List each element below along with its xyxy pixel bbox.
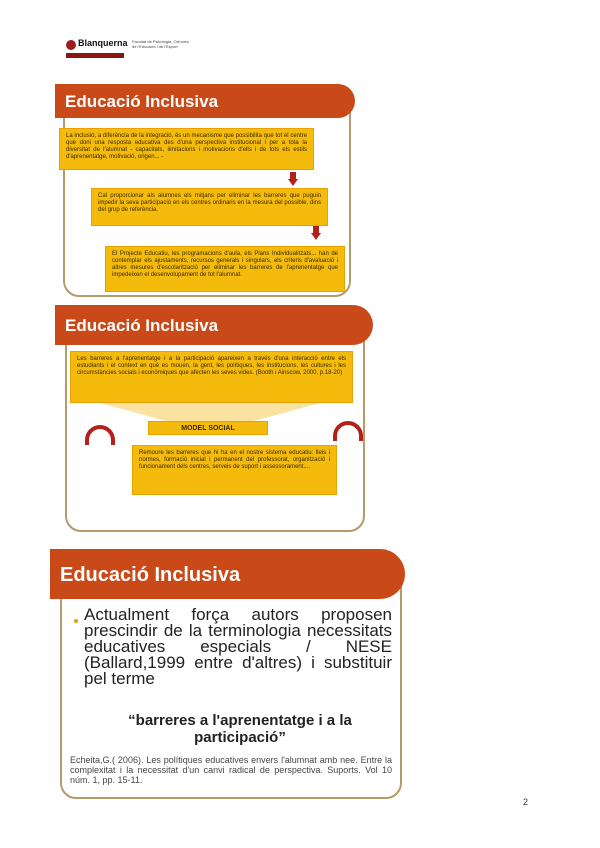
slide-3-title: Educació Inclusiva <box>60 564 241 586</box>
slide-3-title-bar <box>50 549 405 599</box>
slide-1-box-2: Cal proporcionar als alumnes els mitjans per eliminar les barreres que puguin impedir la seva participació en els centres ordinaris en la mesura del possible, dins del grup de referència. <box>91 188 328 226</box>
logo-subtitle: Facultat de Psicologia, Ciències de l'Educació i de l'Esport <box>132 39 189 49</box>
institution-logo <box>66 38 196 64</box>
page-number: 2 <box>522 797 528 807</box>
slide-1-title-bar <box>55 84 355 118</box>
slide-2-title: Educació Inclusiva <box>65 316 219 335</box>
logo-word: Blanquerna <box>78 38 128 48</box>
down-arrow-icon <box>311 226 321 240</box>
logo-mark-icon <box>66 40 76 50</box>
slide-2 <box>55 305 370 537</box>
down-arrow-icon <box>288 172 298 186</box>
slide-2-title-bar <box>55 305 373 345</box>
slide-3-reference: Echeita,G.( 2006). Les polítiques educatives envers l'alumnat amb nee. Entre la complexitat i la necessitat d'un canvi radical de perspectiva. Suports. Vol 10 núm. 1, pp. 15-11. <box>70 755 392 785</box>
logo-bar <box>66 53 124 58</box>
slide-3-quote: “barreres a l'aprenentatge i a la participació” <box>128 712 352 746</box>
slide-1-title: Educació Inclusiva <box>65 92 219 111</box>
slide-1-box-1: La inclusió, a diferència de la integració, és un mecanisme que possibilita que tot el centre que doni una resposta educativa des d'una perspectiva institucional i per a tota la diversitat de l'alumnat - capacitats, limitacions i motivacions d'ells i de tots els estils d'aprenentatge, motivació, origen... - <box>59 128 314 170</box>
bullet-dot-icon <box>74 619 78 623</box>
slide-3-bullet-text: Actualment força autors proposen prescindir de la terminologia necessitats educatives especials / NESE (Ballard,1999 entre d'altres) i substituir pel terme <box>84 605 392 688</box>
slide-1-box-3: El Projecte Educatiu, les programacions d'aula, els Plans Individualitzats... han de contemplar els ajustaments, recursos generals i singulars, els criteris d'avaluació i altres mesures d'escolarització per eliminar les barreres de l'aprenentatge que impedeixen el desenvolupament de tot l'alumnat. <box>105 246 345 292</box>
model-social-label: MODEL SOCIAL <box>148 421 268 435</box>
slide-2-box-top: Les barreres a l'aprenentatge i a la participació apareixen a través d'una interacció entre els estudiants i el context en què es mouen, la gent, les polítiques, les institucions, les cultures i les circumstàncies socials i econòmiques que afecten les seves vides. (Booth i Ainscow, 2000, p.18-20) <box>70 351 353 403</box>
slide-1 <box>55 84 355 299</box>
slide-3 <box>50 549 405 801</box>
slide-2-box-bottom: Remoure les barreres que hi ha en el nostre sistema educatiu: lleis i normes, formació inicial i permanent del professorat, organització i funcionament dels centres, serveis de suport i assessorament.... <box>132 445 337 495</box>
